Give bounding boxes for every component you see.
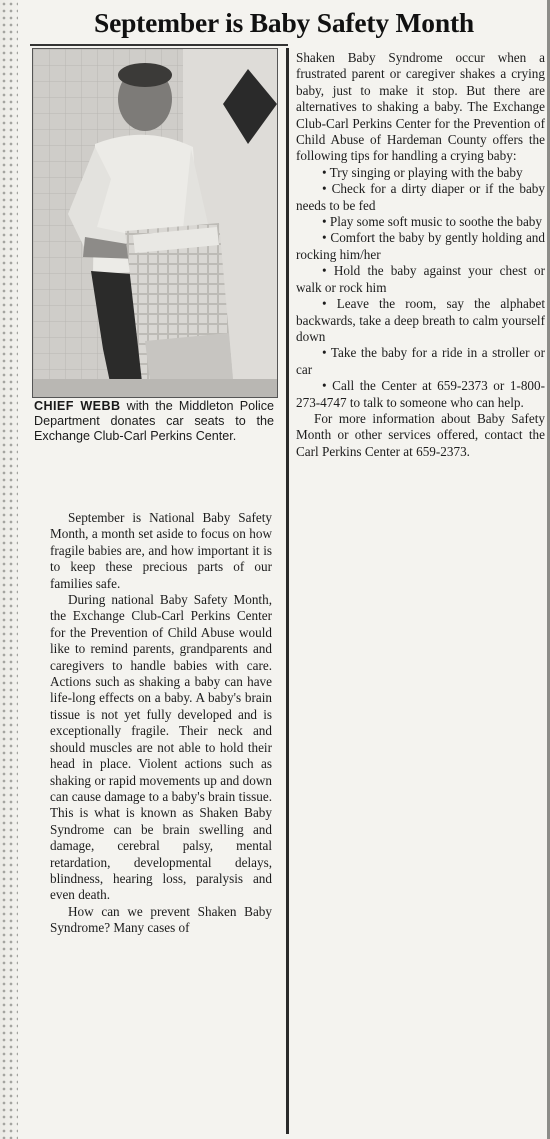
tip-item: • Hold the baby against your chest or walk or rock him (296, 263, 545, 295)
paragraph: Shaken Baby Syndrome occur when a frustrated parent or caregiver shakes a crying baby, just to make it stop. But there are alternatives to shaking a baby. The Exchange Club-Carl Perkins Center for the Prevention of Child Abuse of Hardeman County offers the following tips for handling a crying baby: (296, 50, 545, 164)
caption-text: with the Middleton Police Department donates car seats to the Exchange Club-Carl Perkins Center. (34, 399, 274, 443)
paragraph: For more information about Baby Safety Month or other services offered, contact the Carl Perkins Center at 659-2373. (296, 410, 545, 459)
photo-caption (34, 399, 274, 444)
headline: September is Baby Safety Month (93, 7, 475, 38)
paragraph: How can we prevent Shaken Baby Syndrome? Many cases of (50, 903, 272, 936)
perforated-edge (0, 0, 18, 1139)
news-photo (32, 48, 278, 398)
headline-rule (30, 44, 288, 46)
tip-item: • Comfort the baby by gently holding and rocking him/her (296, 230, 545, 262)
photo-image (33, 49, 277, 397)
caption-name: CHIEF WEBB (34, 399, 121, 413)
tip-item: • Take the baby for a ride in a stroller or car (296, 345, 545, 377)
paragraph: September is National Baby Safety Month, a month set aside to focus on how fragile babies are, and how important it is to keep these precious parts of our families safe. (50, 510, 272, 591)
column-divider (286, 48, 289, 1134)
paragraph: During national Baby Safety Month, the Exchange Club-Carl Perkins Center for the Prevention of Child Abuse would like to remind parents, grandparents and caregivers to handle babies with care. Actions such as shaking a baby can have life-long effects on a baby. A baby's brain tissue is not yet fully developed and is exceptionally fragile. Their neck and should muscles are not able to hold their head in place. Violent actions such as shaking or rapid movements up and down can cause damage to a baby's brain tissue. This is what is known as Shaken Baby Syndrome can be brain swelling and damage, cerebral palsy, mental retardation, developmental delays, blindness, hearing loss, paralysis and even death. (50, 592, 272, 903)
tip-item: • Play some soft music to soothe the baby (322, 214, 542, 230)
tip-item: • Leave the room, say the alphabet backwards, take a deep breath to calm yourself down (296, 296, 545, 344)
tip-item: • Call the Center at 659-2373 or 1-800-273-4747 to talk to someone who can help. (296, 378, 545, 410)
tip-item: • Check for a dirty diaper or if the baby needs to be fed (296, 181, 545, 213)
left-column (50, 510, 272, 937)
right-column (296, 50, 545, 460)
tip-item: • Try singing or playing with the baby (322, 164, 523, 180)
